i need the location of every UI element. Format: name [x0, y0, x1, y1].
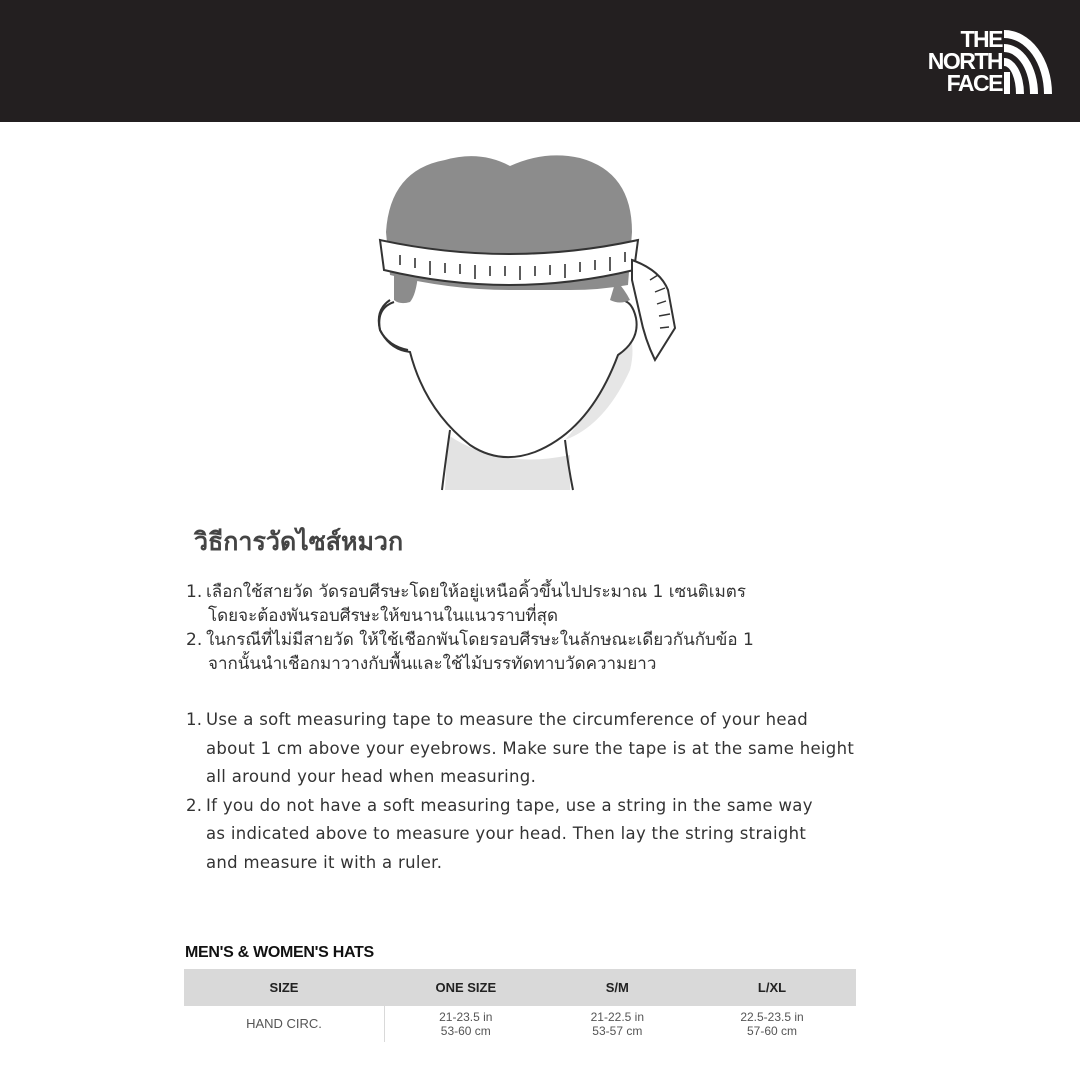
table-row [184, 1006, 856, 1042]
the-north-face-logo[interactable] [904, 28, 1054, 98]
sm-header: S/M [547, 969, 688, 1006]
english-step-1-number: 1. [186, 710, 203, 729]
lxl-cell [688, 1006, 856, 1042]
sm-cm: 53-57 cm [592, 1024, 643, 1038]
english-step-1-line-2: about 1 cm above your eyebrows. Make sure the tape is at the same height [206, 738, 855, 758]
lxl-inches: 22.5-23.5 in [740, 1010, 804, 1024]
thai-step-2-number: 2. [186, 630, 203, 650]
size-header: SIZE [184, 969, 385, 1006]
english-instructions [186, 706, 866, 878]
thai-step-1 [186, 580, 886, 628]
tape-end [632, 260, 675, 360]
english-step-2-line-1: If you do not have a soft measuring tape, use a string in the same way [206, 795, 813, 815]
head-measurement-illustration [370, 140, 690, 500]
thai-step-2-line-2: จากนั้นนำเชือกมาวางกับพื้นและใช้ไม้บรรทัดทาบวัดความยาว [208, 654, 657, 674]
one-size-cm: 53-60 cm [440, 1024, 491, 1038]
thai-step-2 [186, 628, 886, 676]
thai-step-1-number: 1. [186, 582, 203, 602]
sm-inches: 21-22.5 in [590, 1010, 644, 1024]
one-size-inches: 21-23.5 in [439, 1010, 493, 1024]
lxl-cm: 57-60 cm [746, 1024, 798, 1038]
english-step-2-number: 2. [186, 795, 203, 815]
english-step-2-line-2: as indicated above to measure your head. Then lay the string straight [206, 824, 807, 844]
one-size-header: ONE SIZE [385, 969, 547, 1006]
size-table-header-row [184, 969, 856, 1006]
english-step-1 [186, 706, 866, 792]
guide-title: วิธีการวัดไซส์หมวก [194, 527, 404, 556]
logo-wordmark [904, 28, 1002, 98]
row-label: HAND CIRC. [184, 1006, 385, 1042]
thai-step-2-line-1: ในกรณีที่ไม่มีสายวัด ให้ใช้เชือกพันโดยรอบศีรษะในลักษณะเดียวกันกับข้อ 1 [206, 630, 754, 650]
brand-header [0, 0, 1080, 122]
size-table-title: MEN'S & WOMEN'S HATS [185, 944, 374, 961]
thai-step-1-line-2: โดยจะต้องพันรอบศีรษะให้ขนานในแนวราบที่สุด [208, 606, 559, 626]
thai-instructions [186, 580, 886, 676]
logo-line-the: THE [960, 26, 1002, 52]
logo-line-north: NORTH [927, 48, 1002, 74]
face-outline [379, 300, 637, 457]
english-step-2 [186, 792, 866, 878]
one-size-cell [385, 1006, 547, 1042]
half-dome-icon [1004, 30, 1052, 96]
english-step-2-line-3: and measure it with a ruler. [206, 852, 443, 872]
english-step-1-line-1: Use a soft measuring tape to measure the circumference of your head [206, 710, 808, 729]
sm-cell [547, 1006, 688, 1042]
thai-step-1-line-1: เลือกใช้สายวัด วัดรอบศีรษะโดยให้อยู่เหนือคิ้วขึ้นไปประมาณ 1 เซนติเมตร [206, 582, 746, 602]
english-step-1-line-3: all around your head when measuring. [206, 767, 537, 787]
size-table [184, 969, 856, 1042]
lxl-header: L/XL [688, 969, 856, 1006]
logo-line-face: FACE [946, 70, 1002, 96]
